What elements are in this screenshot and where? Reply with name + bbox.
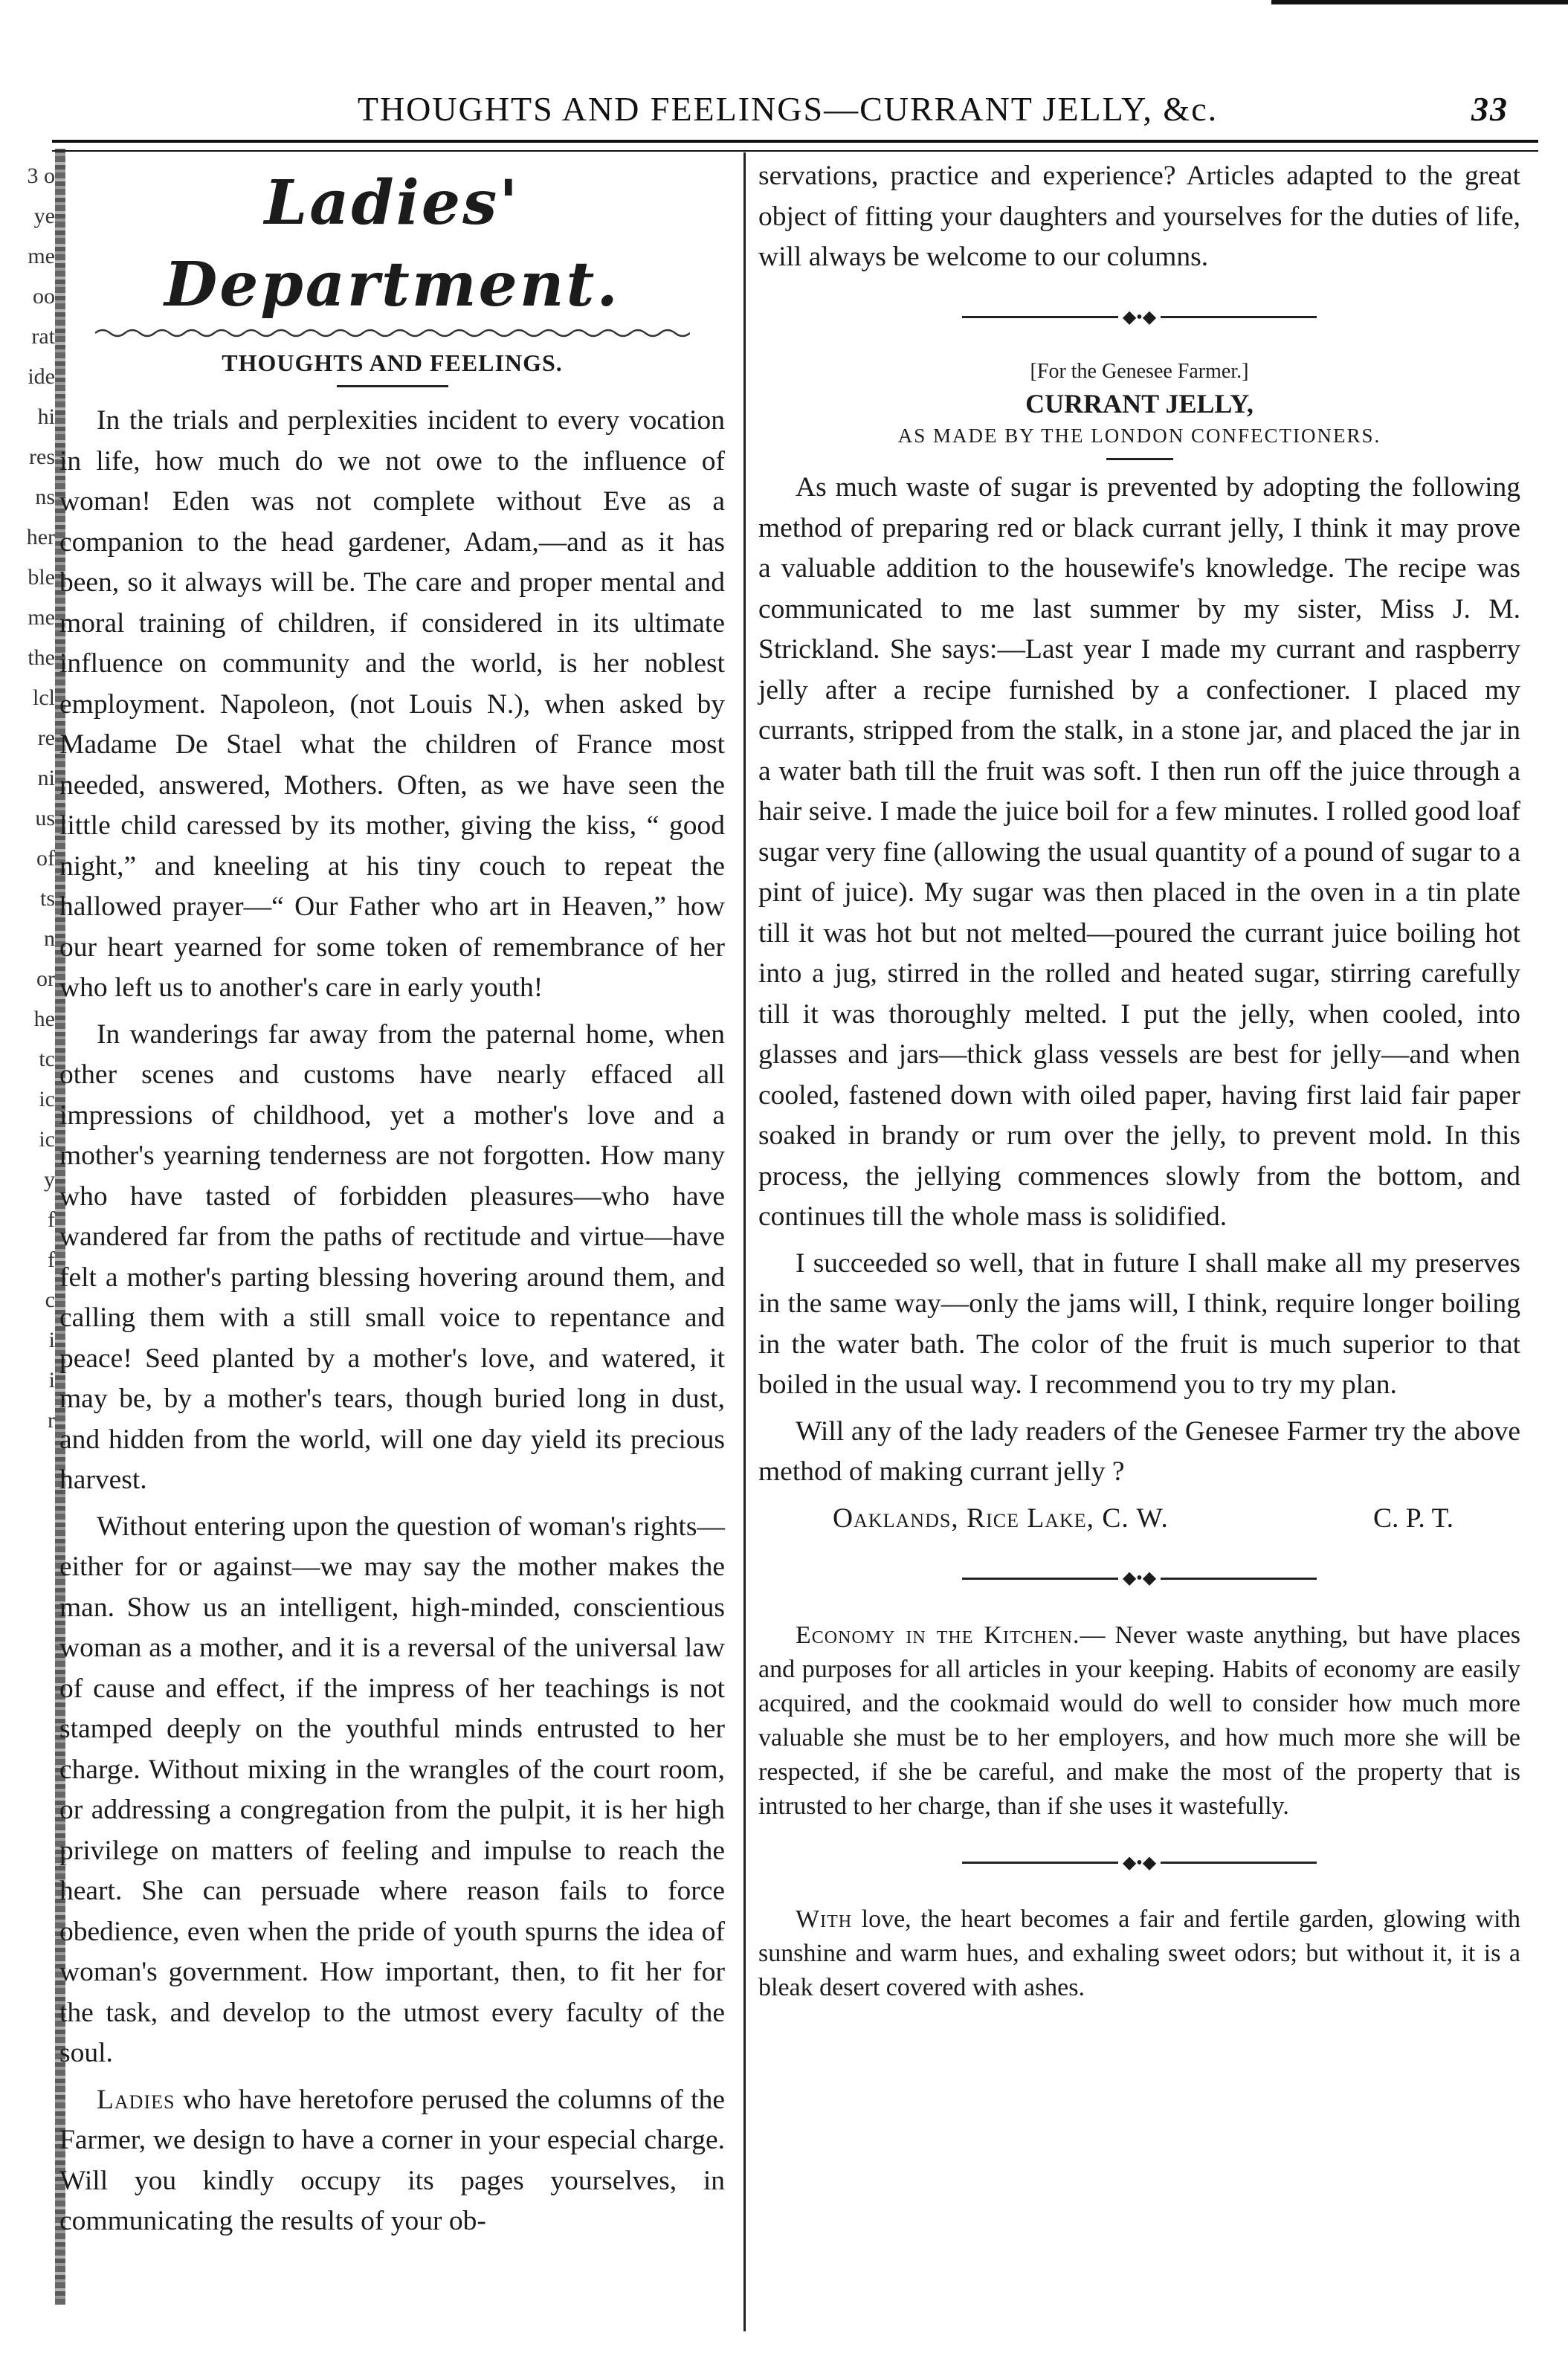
- margin-fragment: oo: [33, 284, 55, 309]
- margin-fragment: ni: [37, 766, 55, 790]
- header-double-rule: [52, 140, 1538, 152]
- running-title: THOUGHTS AND FEELINGS—CURRANT JELLY, &c.: [357, 90, 1219, 128]
- paragraph-recipe-method: As much waste of sugar is prevented by adopting the following method of preparing red or black currant jelly, I think it may prove a valuable addition to the housewife's knowledge. The recipe was communicated to me last summer by my sister, Miss J. M. Strickland. She says:—Last year I made my currant and raspberry jelly after a recipe furnished by a confectioner. I placed my currants, stripped from the stalk, in a stone jar, and placed the jar in a water bath till the fruit was soft. I then run off the juice through a hair seive. I made the juice boil for a few minutes. I rolled good loaf sugar very fine (allowing the usual quantity of a pound of sugar to a pint of juice). My sugar was then placed in the oven in a tin plate till it was hot but not melted—poured the currant juice boiling hot into a jug, stirred in the rolled and heated sugar, stirring carefully till it was thoroughly melted. I put the jelly, when cooled, into glasses and jars—thick glass vessels are best for jelly—and when cooled, fastened down with oiled paper, having first laid fair paper soaked in brandy or rum over the jelly, to prevent mold. In this process, the jellying commences slowly from the bottom, and continues till the whole mass is solidified.: [758, 472, 1520, 1232]
- economy-lead: Economy in the Kitchen.: [796, 1621, 1080, 1649]
- paragraph-wanderings: In wanderings far away from the paternal home, when other scenes and customs have nearly effaced all impressions of childhood, yet a mother's love and a mother's yearning tenderness are not forgotten. How many who have tasted of forbidden pleasures—who have wandered far from the paths of rectitude and virtue—have felt a mother's parting blessing hovering around them, and calling them with a still small voice to repentance and peace! Seed planted by a mother's love, and watered, it may be, by a mother's tears, though buried long in dust, and hidden from the world, will one day yield its precious harvest.: [59, 1018, 725, 1495]
- running-header: [52, 89, 1523, 137]
- margin-fragment: me: [28, 244, 55, 268]
- ladies-lead: Ladies: [97, 2084, 175, 2115]
- margin-fragment: r: [48, 1408, 55, 1433]
- margin-fragment: the: [28, 645, 55, 670]
- margin-fragment: her: [26, 525, 55, 549]
- divider-ornament-2: ◆•◆: [758, 1558, 1520, 1599]
- margin-fragment: lcl: [33, 685, 55, 710]
- margin-fragment: c: [45, 1288, 55, 1312]
- right-column: [758, 156, 1520, 2005]
- margin-fragment: hi: [37, 404, 55, 429]
- margin-fragment: n: [44, 926, 55, 951]
- source-credit: [For the Genesee Farmer.]: [1030, 360, 1249, 383]
- margin-fragment: i: [48, 1368, 55, 1392]
- margin-fragment: ic: [39, 1087, 55, 1111]
- ladies-text: who have heretofore perused the columns of the Farmer, we design to have a corner in your especial charge. Will you kindly occupy its pages yourselves, in communicating the results of your ob-: [59, 2084, 725, 2236]
- recipe-short-rule: [1106, 458, 1173, 460]
- paragraph-love: [758, 1902, 1520, 2005]
- paragraph-ladies-invitation: [59, 2080, 725, 2242]
- love-lead: With: [796, 1905, 853, 1933]
- paragraph-trials: In the trials and perplexities incident to every vocation in life, how much do we not owe to the influence of woman! Eden was not complete without Eve as a companion to the head gardener, Adam,—and as it has been, so it always will be. The care and proper mental and moral training of children, if considered in its ultimate influence on community and the world, is her noblest employment. Napoleon, (not Louis N.), when asked by Madame De Stael what the children of France most needed, answered, Mothers. Often, as we have seen the little child caressed by its mother, giving the kiss, “ good night,” and kneeling at his tiny couch to repeat the hallowed prayer—“ Our Father who art in Heaven,” how our heart yearned for some token of remembrance of her who left us to another's care in early youth!: [59, 405, 725, 1003]
- economy-text: — Never waste anything, but have places and purposes for all articles in your keeping. Habits of economy are easily acquired, and the cookmaid would do well to consider how much more valuable she must be to her employers, and how much more she will be respected, if she be careful, and make the most of the property that is intrusted to her charge, than if she uses it wastefully.: [758, 1621, 1520, 1820]
- margin-fragment: 3 o: [27, 164, 55, 188]
- department-title: Ladies' Department.: [164, 167, 620, 320]
- margin-fragment: ts: [39, 886, 55, 911]
- paragraph-continuation: servations, practice and experience? Articles adapted to the great object of fitting your daughters and yourselves for the duties of life, will always be welcome to our columns.: [758, 161, 1520, 272]
- recipe-title: CURRANT JELLY,: [1025, 389, 1254, 419]
- paragraph-recipe-question: Will any of the lady readers of the Genesee Farmer try the above method of making currant jelly ?: [758, 1415, 1520, 1487]
- wavy-ornament-rule: [95, 326, 690, 340]
- divider-ornament-1: ◆•◆: [758, 297, 1520, 338]
- section-heading-thoughts: THOUGHTS AND FEELINGS.: [222, 349, 563, 376]
- margin-fragment: res: [29, 445, 55, 469]
- margin-fragment: of: [36, 846, 55, 871]
- paragraph-recipe-success: I succeeded so well, that in future I shall make all my preserves in the same way—only the jams will, I think, require longer boiling in the water bath. The color of the fruit is much superior to that boiled in the usual way. I recommend you to try my plan.: [758, 1247, 1520, 1400]
- love-text: love, the heart becomes a fair and fertile garden, glowing with sunshine and warm hues, and exhaling sweet odors; but without it, it is a bleak desert covered with ashes.: [758, 1905, 1520, 2001]
- page-number: 33: [1471, 90, 1509, 128]
- column-divider: [743, 152, 746, 2331]
- top-corner-rule: [1271, 0, 1568, 4]
- margin-fragment: ble: [28, 565, 55, 590]
- margin-fragment: re: [37, 726, 55, 750]
- left-column: [59, 156, 725, 2242]
- signature-initials: C. P. T.: [1372, 1502, 1454, 1534]
- margin-fragment: tc: [39, 1047, 55, 1071]
- paragraph-womans-rights: Without entering upon the question of woman's rights—either for or against—we may say the mother makes the man. Show us an intelligent, high-minded, conscientious woman as a mother, and it is a reversal of the universal law of cause and effect, if the impress of her teachings is not stamped deeply on the youthful minds entrusted to her charge. Without mixing in the wrangles of the court room, or addressing a congregation from the pulpit, it is her high privilege on matters of feeling and impulse to reach the heart. She can persuade where reason fails to force obedience, even when the pride of youth spurns the idea of woman's government. How important, then, to fit her for the task, and develop to the utmost every faculty of the soul.: [59, 1511, 725, 2068]
- margin-fragment: me: [28, 605, 55, 630]
- binding-gutter-bleed: [0, 149, 67, 2305]
- margin-fragment: or: [36, 966, 55, 991]
- section-short-rule: [337, 385, 448, 387]
- margin-fragment: ye: [33, 204, 55, 228]
- signature-line: [758, 1499, 1520, 1540]
- margin-fragment: ns: [35, 485, 55, 509]
- paragraph-economy: [758, 1618, 1520, 1824]
- margin-fragment: rat: [31, 324, 55, 349]
- margin-fragment: y: [44, 1167, 55, 1192]
- signature-place: Oaklands, Rice Lake, C. W.: [833, 1502, 1169, 1534]
- recipe-subtitle: AS MADE BY THE LONDON CONFECTIONERS.: [897, 424, 1381, 447]
- margin-fragment: ic: [39, 1127, 55, 1152]
- margin-fragment: f: [48, 1247, 55, 1272]
- margin-fragment: he: [33, 1007, 55, 1031]
- margin-fragment: i: [48, 1328, 55, 1352]
- margin-fragment: us: [35, 806, 55, 830]
- margin-fragment: f: [48, 1207, 55, 1232]
- margin-fragment: ide: [28, 364, 55, 389]
- divider-ornament-3: ◆•◆: [758, 1843, 1520, 1884]
